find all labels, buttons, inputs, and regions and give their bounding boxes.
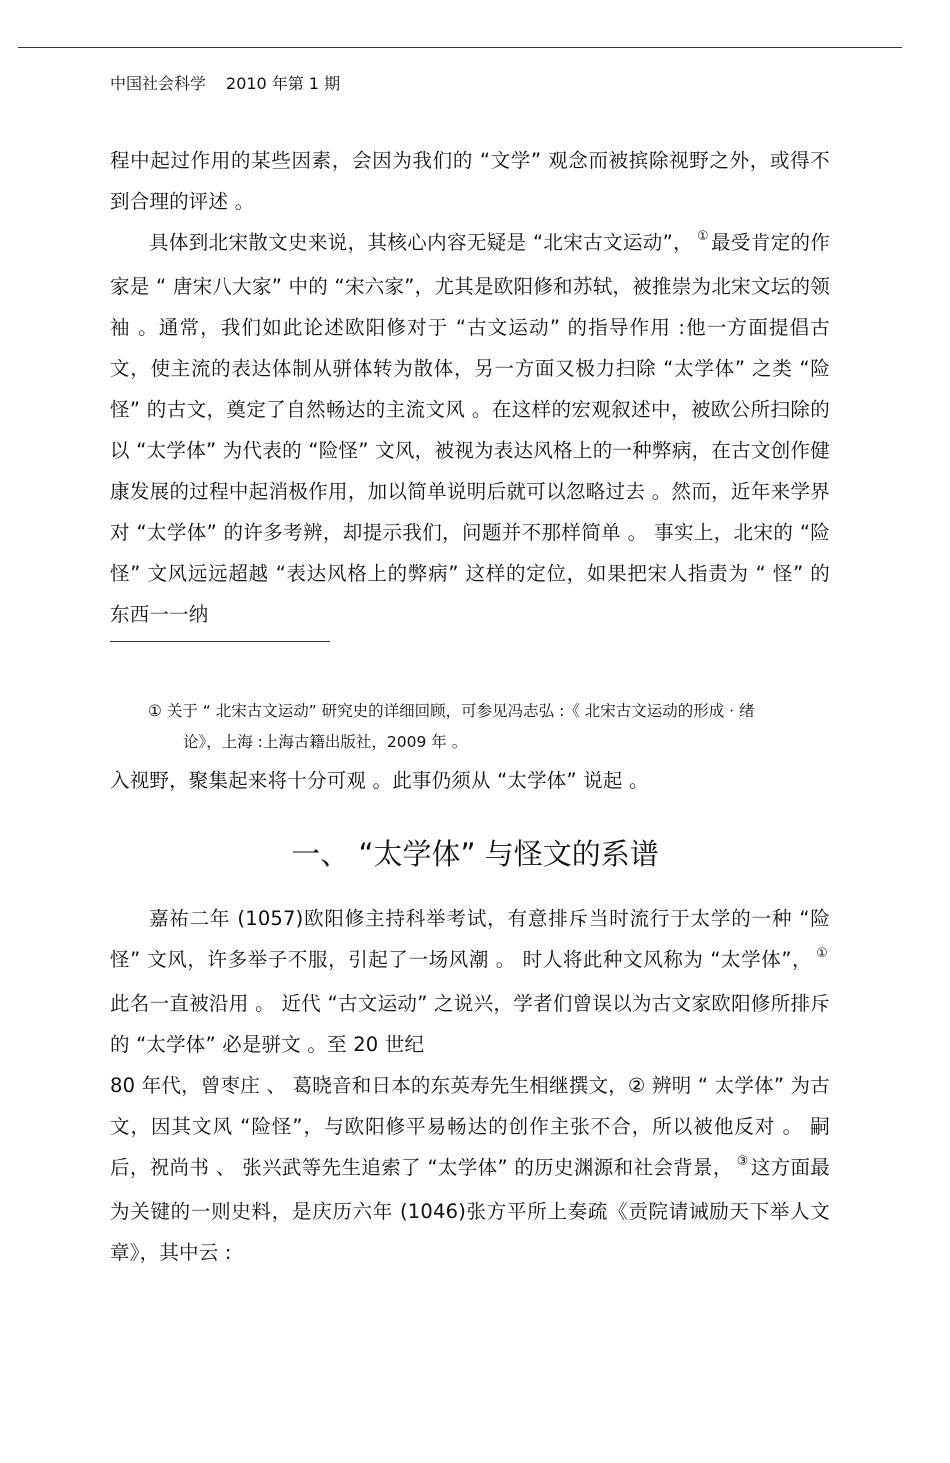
paragraph-text: 此名一直被沿用 。 近代 “古文运动” 之说兴，学者们曾误以为古文家欧阳修所排斥的 “太学体” 必是骈文 。至 20 世纪 (110, 992, 830, 1056)
footnote-ref-3[interactable]: ③ (736, 1154, 749, 1169)
paragraph-text: 具体到北宋散文史来说，其核心内容无疑是 “北宋古文运动”， (149, 231, 693, 254)
footnote (148, 696, 828, 758)
body-text-top (110, 140, 830, 635)
running-head (110, 72, 340, 96)
paragraph-continuation: 入视野，聚集起来将十分可观 。此事仍须从 “太学体” 说起 。 (110, 769, 649, 792)
paragraph-text: 嘉祐二年 (1057)欧阳修主持科举考试，有意排斥当时流行于太学的一种 “险怪” 文风，许多举子不服，引起了一场风潮 。 时人将此种文风称为 “太学体”， (110, 907, 830, 971)
paragraph-text: 80 年代，曾枣庄 、 葛晓音和日本的东英寿先生相继撰文，② 辨明 “ 太学体” 为古文，因其文风 “险怪”，与欧阳修平易畅达的创作主张不合，所以被他反对 。 嗣后，祝尚书 、 张兴武等先生追索了 “太学体” 的历史渊源和社会背景， (110, 1074, 830, 1179)
paragraph-taixueti (110, 898, 830, 1065)
body-text-continuation (110, 760, 830, 801)
paragraph-scholarship (110, 1065, 830, 1273)
paragraph-north-song-prose (110, 222, 830, 635)
paragraph-continued: 程中起过作用的某些因素，会因为我们的 “文学” 观念而被摈除视野之外，或得不到合理的评述 。 (110, 149, 830, 213)
footnote-line: 论》，上海 :上海古籍出版社，2009 年 。 (183, 733, 468, 751)
paragraph-text: 最受肯定的作家是 “ 唐宋八大家” 中的 “宋六家”，尤其是欧阳修和苏轼，被推崇为北宋文坛的领袖 。通常，我们如此论述欧阳修对于 “古文运动” 的指导作用 :他一方面提倡古文，使主流的表达体制从骈体转为散体，另一方面又极力扫除 “太学体” 之类 “险怪” 的古文，奠定了自然畅达的主流文风 。在这样的宏观叙述中，被欧公所扫除的以 “太学体” 为代表的 “险怪” 文风，被视为表达风格上的一种弊病，在古文创作健康发展的过程中起消极作用，加以简单说明后就可以忽略过去 。然而，近年来学界对 “太学体” 的许多考辨，却提示我们，问题并不那样简单 。 事实上，北宋的 “险怪” 文风远远超越 “表达风格上的弊病” 这样的定位，如果把宋人指责为 “ 怪” 的东西一一纳 (110, 231, 831, 626)
footnote-rule (110, 641, 330, 642)
paragraph-text: 这方面最为关键的一则史料，是庆历六年 (1046)张方平所上奏疏《贡院请诫励天下举人文章》，其中云 : (110, 1156, 830, 1264)
section-heading: 一、 “太学体” 与怪文的系谱 (291, 837, 659, 871)
journal-name: 中国社会科学 (110, 74, 207, 93)
footnote-line: ① 关于 “ 北宋古文运动” 研究史的详细回顾，可参见冯志弘 :《 北宋古文运动的形成 · 绪 (148, 702, 755, 720)
footnote-ref-1[interactable]: ① (816, 946, 828, 961)
footnote-ref-1[interactable]: ① (696, 229, 709, 244)
issue-number: 2010 年第 1 期 (226, 74, 341, 93)
header-rule (18, 47, 902, 48)
body-text-section (110, 898, 830, 1273)
